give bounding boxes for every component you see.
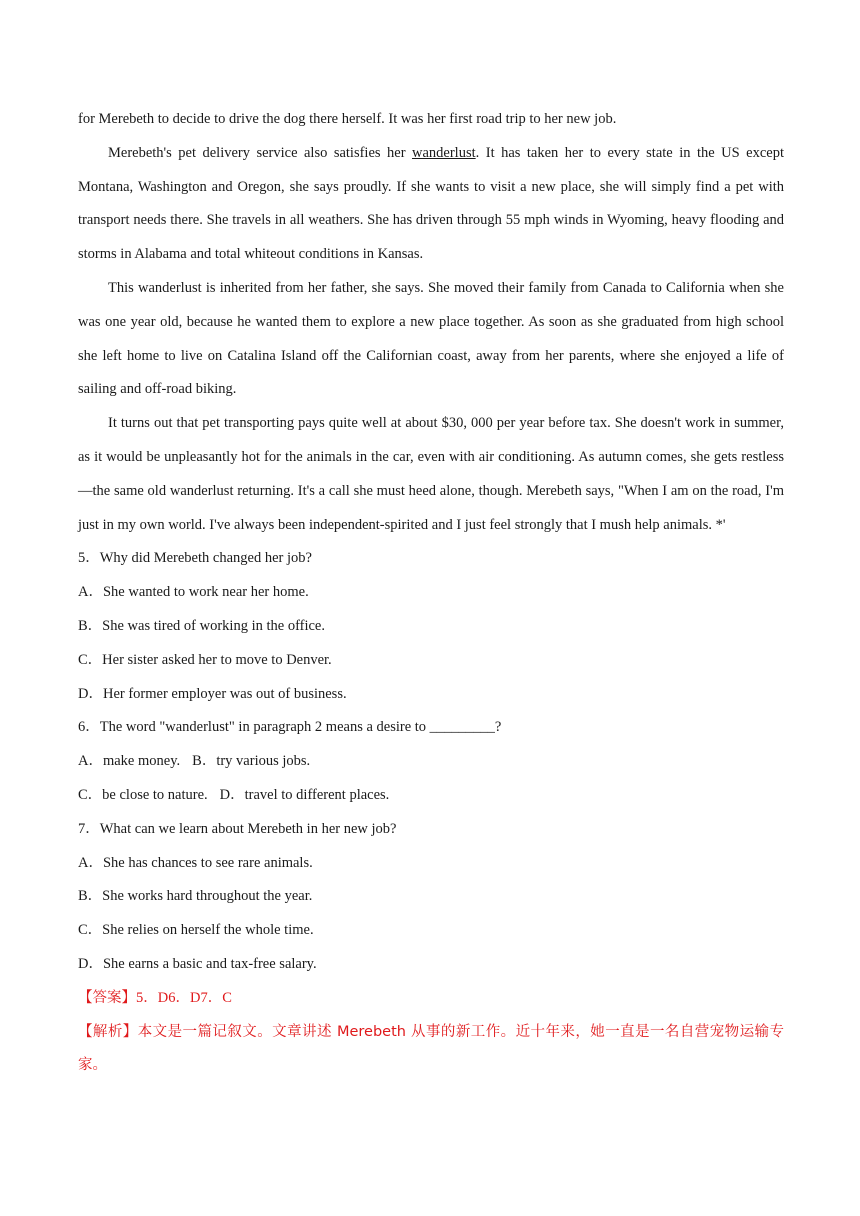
passage-paragraph-4: It turns out that pet transporting pays quite well at about $30, 000 per year before tax. She doesn't work in summer, as it would be unpleasantly hot for the animals in the car, even with air conditioning. As autumn comes, she gets restless—the same old wanderlust returning. It's a call she must heed alone, though. Merebeth says, "When I am on the road, I'm just in my own world. I've always been independent-spirited and I just feel strongly that I mush help animals. *' bbox=[78, 415, 784, 533]
answer-label: 【答案】 bbox=[78, 989, 136, 1006]
question-stem: 5．Why did Merebeth changed her job? bbox=[78, 550, 312, 567]
document-page bbox=[78, 103, 784, 1083]
answer-line bbox=[78, 982, 784, 1016]
option-line-ab bbox=[78, 745, 784, 779]
option-d: D．travel to different places. bbox=[219, 786, 390, 803]
option-a: A．make money. bbox=[78, 753, 181, 770]
answer-text: 5．D6．D7．C bbox=[136, 989, 232, 1006]
option-a: A．She wanted to work near her home. bbox=[78, 584, 309, 601]
question-7 bbox=[78, 813, 784, 982]
p2-text-after: . It has taken her to every state in the US except Montana, Washington and Oregon, she says proudly. If she wants to visit a new place, she will simply find a pet with transport needs there. She travels in all weathers. She has driven through 55 mph winds in Wyoming, heavy flooding and storms in Alabama and total whiteout conditions in Kansas. bbox=[78, 144, 785, 263]
passage-paragraph-3: This wanderlust is inherited from her father, she says. She moved their family from Canada to California when she was one year old, because he wanted them to explore a new place together. As soon as she graduated from high school she left home to live on Catalina Island off the Californian coast, away from her parents, where she enjoyed a life of sailing and off-road biking. bbox=[78, 279, 784, 398]
passage-paragraph-2 bbox=[78, 137, 784, 272]
option-b: B．try various jobs. bbox=[192, 753, 311, 770]
option-a: A．She has chances to see rare animals. bbox=[78, 854, 313, 871]
option-d: D．Her former employer was out of business. bbox=[78, 685, 347, 702]
option-c: C．She relies on herself the whole time. bbox=[78, 922, 314, 939]
option-c: C．Her sister asked her to move to Denver. bbox=[78, 651, 332, 668]
option-b: B．She was tired of working in the office. bbox=[78, 617, 325, 634]
question-stem: 6．The word "wanderlust" in paragraph 2 means a desire to _________? bbox=[78, 719, 502, 736]
option-d: D．She earns a basic and tax-free salary. bbox=[78, 955, 317, 972]
question-stem: 7．What can we learn about Merebeth in her new job? bbox=[78, 820, 397, 837]
analysis-label: 【解析】 bbox=[78, 1023, 138, 1040]
analysis-paragraph bbox=[78, 1016, 784, 1084]
question-6 bbox=[78, 711, 784, 812]
underlined-word-wanderlust: wanderlust bbox=[412, 144, 476, 161]
option-c: C．be close to nature. bbox=[78, 786, 208, 803]
option-line-cd bbox=[78, 779, 784, 813]
p2-text-before: Merebeth's pet delivery service also satisfies her bbox=[108, 144, 413, 161]
option-b: B．She works hard throughout the year. bbox=[78, 888, 313, 905]
passage-paragraph-1: for Merebeth to decide to drive the dog there herself. It was her first road trip to her new job. bbox=[78, 111, 617, 127]
question-5 bbox=[78, 542, 784, 711]
analysis-text: 本文是一篇记叙文。文章讲述 Merebeth 从事的新工作。近十年来，她一直是一名自营宠物运输专家。 bbox=[78, 1023, 784, 1074]
